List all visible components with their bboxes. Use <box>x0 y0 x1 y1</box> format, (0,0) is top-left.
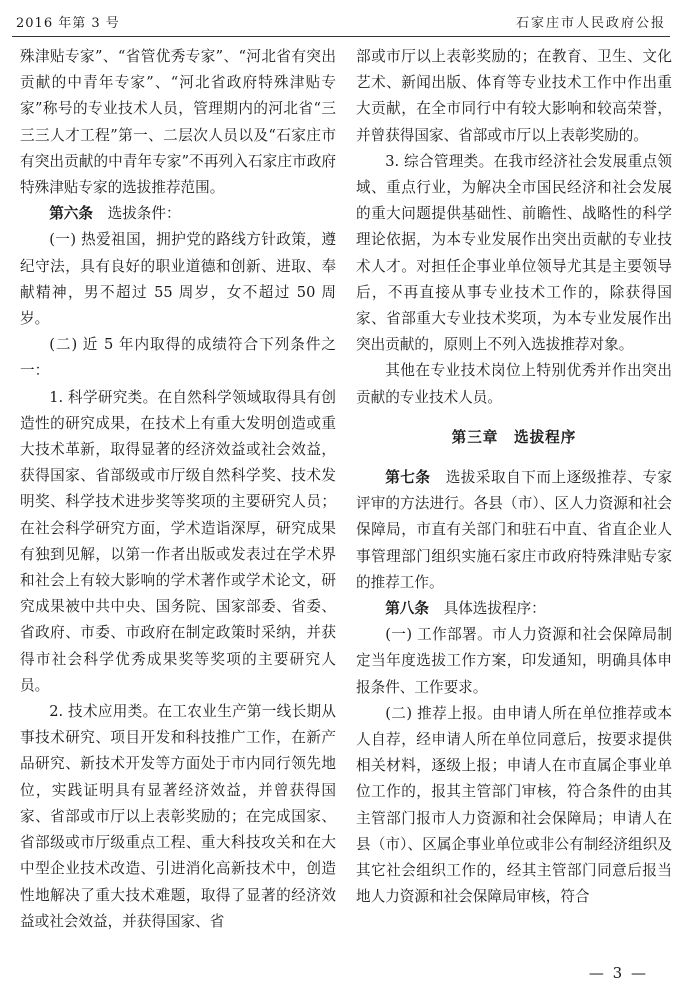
body-paragraph: (二) 近 5 年内取得的成绩符合下列条件之一： <box>20 336 336 380</box>
article-paragraph <box>20 201 336 227</box>
publication-title: 石家庄市人民政府公报 <box>515 16 666 31</box>
article-label: 第七条 <box>385 469 431 487</box>
running-header <box>12 14 670 37</box>
left-column <box>20 44 336 935</box>
body-paragraph: 1. 科学研究类。在自然科学领域取得具有创造性的研究成果，在技术上有重大发明创造或重大技术革新，取得显著的经济效益或社会效益，获得国家、省部级或市厅级自然科学奖、技术发明奖、科学技术进步奖等奖项的主要研究人员；在社会科学研究方面，学术造诣深厚，研究成果有独到见解，以第一作者出版或发表过在学术界和社会上有较大影响的学术著作或学术论文，研究成果被中共中央、国务院、国家部委、省委、省政府、市委、市政府在制定政策时采纳，并获得市社会科学优秀成果奖等奖项的主要研究人员。 <box>20 388 336 694</box>
continued-paragraph: 部或市厅以上表彰奖励的；在教育、卫生、文化艺术、新闻出版、体育等专业技术工作中作出重大贡献，在全市同行中有较大影响和较高荣誉，并曾获得国家、省部或市厅以上表彰奖励的。 <box>356 48 672 144</box>
article-label: 第六条 <box>49 205 93 223</box>
right-column <box>356 44 672 911</box>
article-paragraph <box>356 596 672 622</box>
article-paragraph <box>356 465 672 596</box>
body-paragraph: 2. 技术应用类。在工农业生产第一线长期从事技术研究、项目开发和科技推广工作，在新产品研究、新技术开发等方面处于市内同行领先地位，实践证明具有显著经济效益，并曾获得国家、省部或市厅以上表彰奖励的；在完成国家、省部级或市厅级重点工程、重大科技攻关和在大中型企业技术改造、引进消化高新技术中，创造性地解决了重大技术难题，取得了显著的经济效益或社会效益，并获得国家、省 <box>20 703 336 930</box>
article-label: 第八条 <box>385 600 429 618</box>
body-paragraph: 其他在专业技术岗位上特别优秀并作出突出贡献的专业技术人员。 <box>356 362 672 406</box>
article-text: 选拔采取自下而上逐级推荐、专家评审的方法进行。各县（市）、区人力资源和社会保障局，市直有关部门和驻石中直、省直企业人事管理部门组织实施石家庄市政府特殊津贴专家的推荐工作。 <box>356 469 672 591</box>
body-paragraph: (二) 推荐上报。由申请人所在单位推荐或本人自荐，经申请人所在单位同意后，按要求提供相关材料，逐级上报；申请人在市直属企事业单位工作的，报其主管部门审核，符合条件的由其主管部门报市人力资源和社会保障局；申请人在县（市）、区属企事业单位或非公有制经济组织及其它社会组织工作的，经其主管部门同意后报当地人力资源和社会保障局审核，符合 <box>356 704 672 906</box>
body-paragraph: (一) 热爱祖国，拥护党的路线方针政策，遵纪守法，具有良好的职业道德和创新、进取、奉献精神，男不超过 55 周岁，女不超过 50 周岁。 <box>20 231 336 328</box>
chapter-heading: 第三章 选拔程序 <box>451 428 577 446</box>
issue-number: 2016 年第 3 号 <box>16 16 120 31</box>
body-paragraph: (一) 工作部署。市人力资源和社会保障局制定当年度选拔工作方案，印发通知，明确具体申报条件、工作要求。 <box>356 626 672 696</box>
body-paragraph: 3. 综合管理类。在我市经济社会发展重点领域、重点行业，为解决全市国民经济和社会发展的重大问题提供基础性、前瞻性、战略性的科学理论依据，为本专业发展作出突出贡献的专业技术人才。对担任企事业单位领导尤其是主要领导后，不再直接从事专业技术工作的，除获得国家、省部重大专业技术奖项，为本专业发展作出突出贡献的，原则上不列入选拔推荐对象。 <box>356 152 672 354</box>
continued-paragraph: 殊津贴专家”、“省管优秀专家”、“河北省有突出贡献的中青年专家”、“河北省政府特殊津贴专家”称号的专业技术人员，管理期内的河北省“三三三人才工程”第一、二层次人员以及“石家庄市有突出贡献的中青年专家”不再列入石家庄市政府特殊津贴专家的选拔推荐范围。 <box>20 48 336 197</box>
article-text: 选拔条件： <box>107 205 181 223</box>
page-number: — 3 — <box>588 964 648 982</box>
article-text: 具体选拔程序： <box>443 600 546 618</box>
